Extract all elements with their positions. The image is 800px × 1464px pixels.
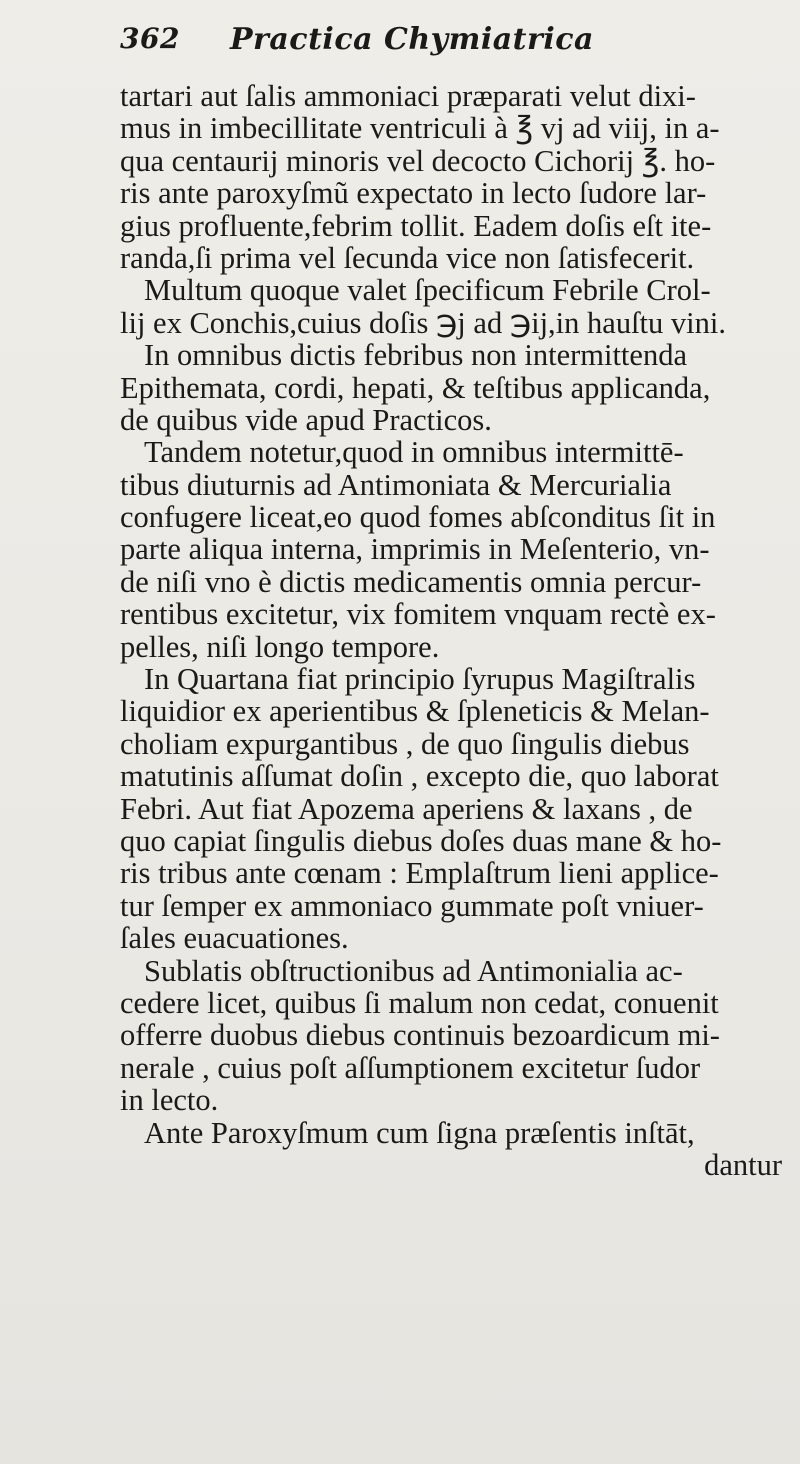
text-line: tibus diuturnis ad Antimoniata & Mercurialia [120,467,672,502]
text-line: gius profluente,febrim tollit. Eadem doſis eſt ite- [120,208,712,243]
paragraph-start-line: Multum quoque valet ſpecificum Febrile Crol- [144,273,711,308]
text-line: nerale , cuius poſt aſſumptionem excitetur ſudor [120,1050,701,1085]
catchword: dantur [704,1147,782,1182]
text-line: choliam expurgantibus , de quo ſingulis diebus [120,726,690,761]
paragraph-start-line: Tandem notetur,quod in omnibus intermittē- [144,435,684,470]
running-title: Practica Chymiatrica [230,22,594,57]
paragraph-start-line: In Quartana fiat principio ſyrupus Magiſtralis [144,662,696,697]
text-line: ris ante paroxyſmũ expectato in lecto ſudore lar- [120,176,707,211]
text-line: tartari aut ſalis ammoniaci præparati velut dixi- [120,79,696,113]
text-line: parte aliqua interna, imprimis in Meſenterio, vn- [120,532,710,567]
paragraph-start-line: Sublatis obſtructionibus ad Antimonialia ac- [144,953,683,988]
text-line: mus in imbecillitate ventriculi à ℥ vj ad viij, in a- [120,111,720,146]
text-line: randa,ſi prima vel ſecunda vice non ſatisfecerit. [120,240,695,275]
text-line: lij ex Conchis,cuius doſis ℈j ad ℈ij,in hauſtu vini. [120,305,726,340]
text-line: ſales euacuationes. [120,921,349,956]
text-line: offerre duobus diebus continuis bezoardicum mi- [120,1018,720,1053]
text-line: Epithemata, cordi, hepati, & teſtibus applicanda, [120,370,711,405]
running-head [120,14,780,64]
text-line: de quibus vide apud Practicos. [120,402,492,437]
page-number: 362 [120,22,180,55]
text-line: de niſi vno è dictis medicamentis omnia percur- [120,564,702,599]
text-line: tur ſemper ex ammoniaco gummate poſt vniuer- [120,888,704,923]
text-line: ris tribus ante cœnam : Emplaſtrum lieni applice- [120,856,719,891]
text-line: rentibus excitetur, vix fomitem vnquam rectè ex- [120,597,716,632]
paragraph-start-line: In omnibus dictis febribus non intermittenda [144,338,687,373]
text-line: liquidior ex aperientibus & ſpleneticis & Melan- [120,694,710,729]
text-line: qua centaurij minoris vel decocto Cichorij ℥. ho- [120,143,716,178]
paragraph-start-line: Ante Paroxyſmum cum ſigna præſentis inſtāt, [144,1115,695,1150]
text-line: confugere liceat,eo quod fomes abſconditus ſit in [120,500,716,535]
text-line: pelles, niſi longo tempore. [120,629,440,664]
text-line: matutinis aſſumat doſin , excepto die, quo laborat [120,759,719,794]
text-line: in lecto. [120,1083,219,1118]
body-text [120,80,800,1181]
text-line: Febri. Aut fiat Apozema aperiens & laxans , de [120,791,693,826]
text-line: quo capiat ſingulis diebus doſes duas mane & ho- [120,823,722,858]
text-line: cedere licet, quibus ſi malum non cedat, conuenit [120,985,719,1020]
